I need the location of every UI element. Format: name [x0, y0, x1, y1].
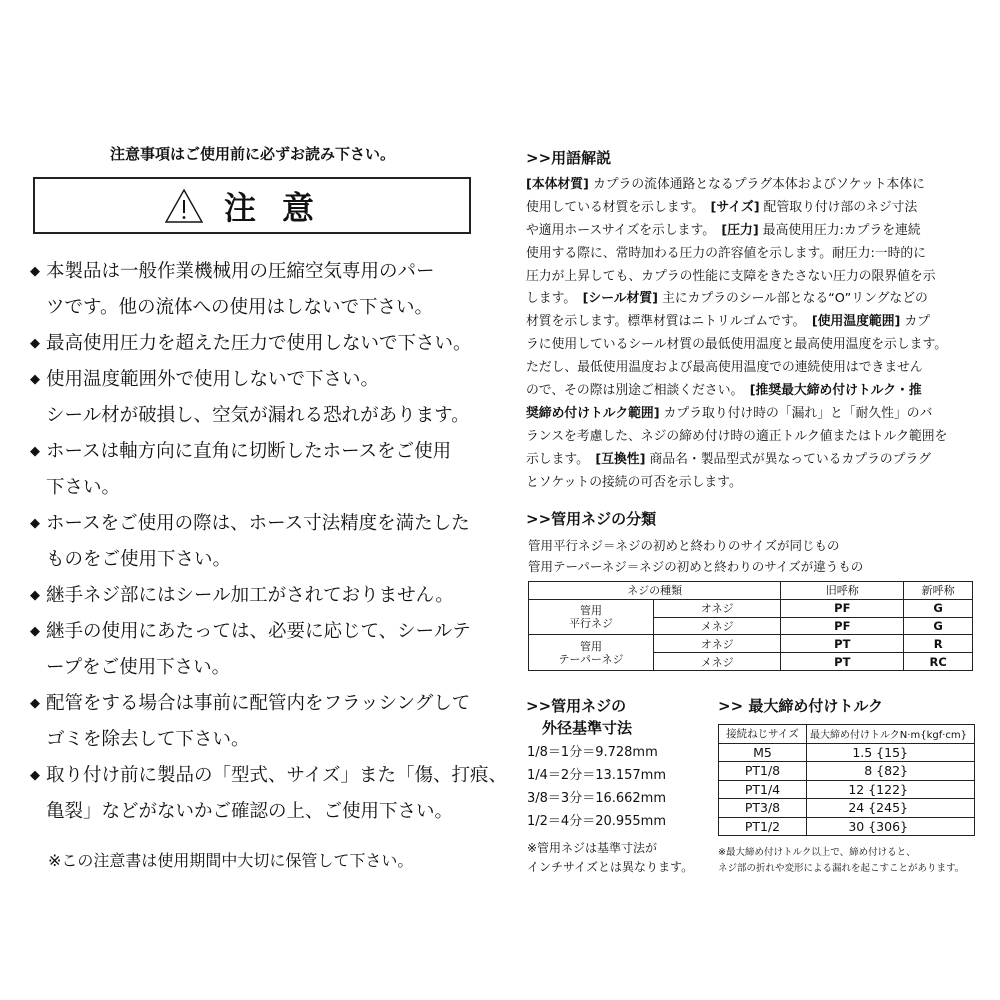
glossary-line	[526, 334, 978, 357]
caution-item	[30, 758, 508, 830]
glossary-line	[526, 266, 978, 289]
glossary-text-segment: ただし、最低使用温度および最高使用温度での連続使用はできません	[526, 360, 923, 376]
glossary-text-segment: 主にカプラのシール部となる“O”リングなどの	[658, 291, 928, 307]
caution-line: 継手ネジ部にはシール加工がされておりません。	[46, 585, 454, 606]
glossary-text-segment: します。	[526, 291, 583, 307]
caution-banner	[33, 177, 471, 234]
glossary-term: [本体材質]	[526, 177, 589, 192]
glossary-text-segment: 圧力が上昇しても、カプラの性能に支障をきたさない圧力の限界値を示	[526, 268, 936, 284]
glossary-line	[526, 426, 978, 449]
cell-value: 8 {82}	[807, 762, 975, 781]
caution-item	[30, 506, 480, 578]
caution-line: ホースは軸方向に直角に切断したホースをご使用	[46, 441, 452, 462]
glossary-term: [使用温度範囲]	[811, 314, 901, 330]
header-value: 最大締め付けトルクN·m{kgf·cm}	[807, 725, 975, 744]
cell-new: RC	[904, 653, 973, 671]
caution-line: 使用温度範囲外で使用しないで下さい。	[46, 369, 380, 390]
list-item: 1/4＝2分＝13.157mm	[527, 768, 667, 783]
header-size: 接続ねじサイズ	[719, 725, 807, 744]
caution-line: 継手の使用にあたっては、必要に応じて、シールテ	[46, 621, 471, 642]
cell-new: R	[904, 635, 973, 653]
table-header-row	[719, 725, 975, 744]
diamond-bullet-icon: ◆	[30, 444, 40, 459]
glossary-term: [サイズ]	[710, 199, 760, 215]
caution-line: 最高使用圧力を超えた圧力で使用しないで下さい。	[46, 333, 472, 354]
glossary-line	[526, 174, 978, 197]
glossary-text-segment: 示します。	[526, 451, 596, 467]
cell-kind: メネジ	[654, 617, 781, 635]
caution-line: ホースをご使用の際は、ホース寸法精度を満たした	[46, 513, 470, 534]
note-line2: インチサイズとは異なります。	[527, 860, 694, 874]
glossary-text-segment: とソケットの接続の可否を示します。	[526, 474, 742, 490]
table-row	[719, 762, 975, 781]
caution-line: シール材が破損し、空気が漏れる恐れがあります。	[46, 405, 470, 426]
glossary-line	[526, 243, 978, 266]
cell-value: 30 {306}	[807, 817, 975, 836]
list-item: 1/8＝1分＝9.728mm	[527, 745, 658, 760]
glossary-term: [推奨最大締め付けトルク・推	[749, 383, 922, 399]
group-parallel	[529, 599, 654, 635]
diamond-bullet-icon: ◆	[30, 624, 40, 639]
glossary-text-segment: ラに使用しているシール材質の最低使用温度と最高使用温度を示します。	[526, 337, 948, 353]
cell-value: 12 {122}	[807, 780, 975, 799]
table-row	[719, 799, 975, 818]
caution-item	[30, 686, 480, 758]
outer-diameter-list	[527, 741, 666, 833]
glossary-text-segment: カプラ取り付け時の「漏れ」と「耐久性」のバ	[659, 405, 933, 421]
torque-note	[718, 845, 964, 877]
def-parallel: 管用平行ネジ＝ネジの初めと終わりのサイズが同じもの	[528, 538, 840, 553]
glossary-heading: >>用語解説	[526, 149, 612, 167]
cell-size: PT1/4	[719, 780, 807, 799]
group-name-line2: テーパーネジ	[558, 652, 624, 666]
caution-item	[30, 614, 480, 686]
glossary-line	[526, 220, 978, 243]
glossary-text-segment: 最高使用圧力:カプラを連続	[758, 222, 921, 238]
torque-heading: >> 最大締め付けトルク	[718, 697, 884, 715]
glossary-term: [互換性]	[595, 451, 646, 467]
diamond-bullet-icon: ◆	[30, 588, 40, 603]
thread-definitions	[528, 535, 863, 577]
table-row	[719, 817, 975, 836]
header-kind: ネジの種類	[529, 582, 781, 600]
diamond-bullet-icon: ◆	[30, 264, 40, 279]
glossary-line	[526, 472, 978, 495]
diamond-bullet-icon: ◆	[30, 336, 40, 351]
glossary-line	[526, 288, 978, 311]
caution-line: ープをご使用下さい。	[46, 657, 231, 678]
glossary-text-segment: 使用している材質を示します。	[526, 199, 711, 215]
cell-size: M5	[719, 743, 807, 762]
glossary-term: [圧力]	[721, 222, 759, 238]
cell-old: PT	[781, 635, 904, 653]
cell-value: 1.5 {15}	[807, 743, 975, 762]
cell-kind: メネジ	[654, 653, 781, 671]
table-row	[529, 599, 973, 617]
diamond-bullet-icon: ◆	[30, 372, 40, 387]
cell-old: PF	[781, 599, 904, 617]
cell-old: PT	[781, 653, 904, 671]
header-old-name: 旧呼称	[781, 582, 904, 600]
group-name-line2: 平行ネジ	[569, 617, 613, 631]
thread-class-heading: >>管用ネジの分類	[526, 510, 657, 528]
caution-list	[30, 254, 508, 830]
glossary-line	[526, 449, 978, 472]
glossary-text-segment: ランスを考慮した、ネジの締め付け時の適正トルク値またはトルク範囲を	[526, 428, 948, 444]
cell-kind: オネジ	[654, 635, 781, 653]
glossary-text	[526, 174, 978, 494]
caution-item	[30, 578, 480, 614]
warning-triangle-icon	[164, 188, 204, 224]
read-before-use-notice: 注意事項はご使用前に必ずお読み下さい。	[109, 145, 395, 163]
group-taper	[529, 635, 654, 671]
caution-line: 亀裂」などがないかご確認の上、ご使用下さい。	[46, 801, 454, 822]
table-row	[719, 743, 975, 762]
caution-line: ツです。他の流体への使用はしないで下さい。	[46, 297, 434, 318]
diamond-bullet-icon: ◆	[30, 516, 40, 531]
caution-item	[30, 326, 480, 362]
list-item: 3/8＝3分＝16.662mm	[527, 791, 667, 806]
heading-line2: 外径基準寸法	[542, 719, 633, 737]
note-line1: ※管用ネジは基準寸法が	[527, 841, 658, 855]
table-row	[529, 635, 973, 653]
group-name-line1: 管用	[580, 639, 602, 653]
caution-item	[30, 254, 480, 326]
diamond-bullet-icon: ◆	[30, 696, 40, 711]
heading-line1: >>管用ネジの	[526, 697, 627, 715]
cell-size: PT3/8	[719, 799, 807, 818]
table-row	[719, 780, 975, 799]
cell-new: G	[904, 617, 973, 635]
group-name-line1: 管用	[580, 604, 602, 618]
note-line1: ※最大締め付けトルク以上で、締め付けると、	[718, 847, 916, 858]
caution-line: 本製品は一般作業機械用の圧縮空気専用のパー	[46, 261, 435, 282]
glossary-line	[526, 311, 978, 334]
glossary-text-segment: や適用ホースサイズを示します。	[526, 222, 722, 238]
glossary-text-segment: 材質を示します。標準材質はニトリルゴムです。	[526, 314, 812, 330]
def-taper: 管用テーパーネジ＝ネジの初めと終わりのサイズが違うもの	[528, 559, 864, 574]
cell-size: PT1/8	[719, 762, 807, 781]
table-header-row	[529, 582, 973, 600]
caution-line: ものをご使用下さい。	[46, 549, 232, 570]
cell-kind: オネジ	[654, 599, 781, 617]
glossary-term: [シール材質]	[582, 291, 658, 307]
glossary-text-segment: 商品名・製品型式が異なっているカプラのプラグ	[645, 451, 932, 467]
glossary-line	[526, 357, 978, 380]
outer-diameter-heading	[526, 695, 632, 739]
caution-item	[30, 434, 480, 506]
glossary-text-segment: カプ	[900, 314, 931, 330]
glossary-line	[526, 197, 978, 220]
cell-new: G	[904, 599, 973, 617]
cell-size: PT1/2	[719, 817, 807, 836]
caution-line: 取り付け前に製品の「型式、サイズ」また「傷、打痕、	[46, 765, 508, 786]
keep-notice: ※この注意書は使用期間中大切に保管して下さい。	[48, 851, 414, 870]
caution-line: 配管をする場合は事前に配管内をフラッシングして	[46, 693, 471, 714]
torque-table	[718, 724, 975, 836]
glossary-term: 奨締め付けトルク範囲]	[526, 405, 660, 421]
glossary-text-segment: 使用する際に、常時加わる圧力の許容値を示します。耐圧力:一時的に	[526, 245, 926, 261]
caution-line: ゴミを除去して下さい。	[46, 729, 250, 750]
caution-line: 下さい。	[46, 477, 121, 498]
glossary-line	[526, 380, 978, 403]
list-item: 1/2＝4分＝20.955mm	[527, 814, 667, 829]
glossary-text-segment: 配管取り付け部のネジ寸法	[759, 199, 918, 215]
cell-old: PF	[781, 617, 904, 635]
header-new-name: 新呼称	[904, 582, 973, 600]
caution-title: 注意	[223, 188, 340, 227]
glossary-text-segment: ので、その際は別途ご相談ください。	[526, 383, 750, 399]
thread-class-table	[528, 581, 973, 671]
note-line2: ネジ部の折れや変形による漏れを起こすことがあります。	[718, 863, 965, 874]
diamond-bullet-icon: ◆	[30, 768, 40, 783]
cell-value: 24 {245}	[807, 799, 975, 818]
outer-diameter-note	[527, 839, 693, 877]
glossary-text-segment: カプラの流体通路となるプラグ本体およびソケット本体に	[588, 177, 925, 192]
caution-item	[30, 362, 480, 434]
glossary-line	[526, 403, 978, 426]
